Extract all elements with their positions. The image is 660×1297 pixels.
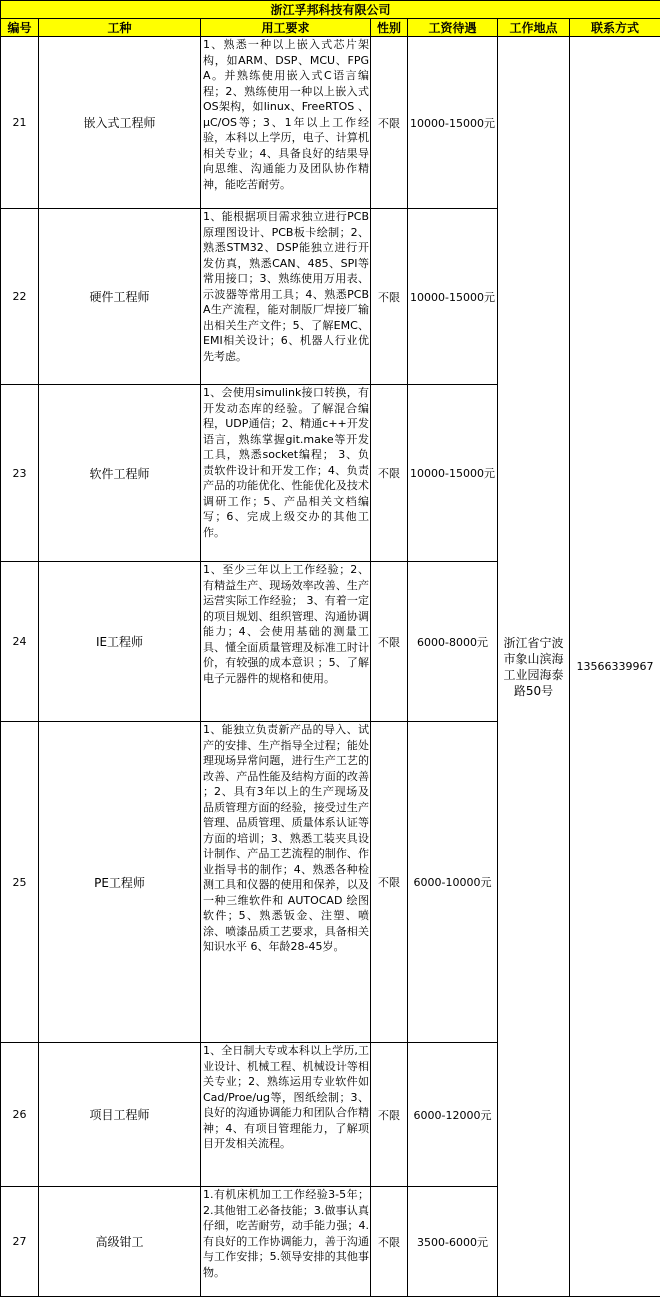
job-type: IE工程师: [39, 562, 201, 722]
job-requirements: 1、能根据项目需求独立进行PCB原理图设计、PCB板卡绘制；2、熟悉STM32、DSP能独立进行开发仿真，熟悉CAN、485、SPI等常用接口；3、熟练使用万用表、示波器等常用工具；4、熟悉PCBA生产流程，能对制版厂焊接厂输出相关生产文件；5、了解EMC、EMI相关设计；6、机器人行业优先考虑。: [201, 209, 371, 385]
header-salary: 工资待遇: [408, 19, 498, 37]
job-type: 嵌入式工程师: [39, 37, 201, 209]
row-id: 27: [1, 1187, 39, 1297]
salary: 3500-6000元: [408, 1187, 498, 1297]
gender: 不限: [371, 562, 408, 722]
header-contact: 联系方式: [570, 19, 660, 37]
gender: 不限: [371, 1187, 408, 1297]
job-requirements: 1、熟悉一种以上嵌入式芯片架构，如ARM、DSP、MCU、FPGA。并熟练使用嵌入式C语言编程；2、熟练使用一种以上嵌入式OS架构，如linux、FreeRTOS 、μC/OS等；3、1年以上工作经验，本科以上学历，电子、计算机相关专业；4、具备良好的结果导向思维、沟通能力及团队协作精神，能吃苦耐劳。: [201, 37, 371, 209]
row-id: 21: [1, 37, 39, 209]
gender: 不限: [371, 37, 408, 209]
header-row: [1, 19, 660, 37]
job-requirements: 1、至少三年以上工作经验；2、有精益生产、现场效率改善、生产运营实际工作经验； 3、有着一定的项目规划、组织管理、沟通协调能力；4、会使用基础的测量工具、懂全面质量管理及标准工时计价，有较强的成本意识 ；5、了解电子元器件的规格和使用。: [201, 562, 371, 722]
contact-phone: 13566339967: [570, 37, 660, 1297]
salary: 10000-15000元: [408, 37, 498, 209]
job-type: 高级钳工: [39, 1187, 201, 1297]
company-title: 浙江孚邦科技有限公司: [1, 1, 660, 19]
row-id: 22: [1, 209, 39, 385]
job-requirements: 1、能独立负责新产品的导入、试产的安排、生产指导全过程；能处理现场异常问题，进行生产工艺的改善、产品性能及结构方面的改善 ；2、具有3年以上的生产现场及品质管理方面的经验，接受过生产管理、品质管理、质量体系认证等方面的培训；3、熟悉工装夹具设计制作、产品工艺流程的制作、作业指导书的制作；4、熟悉各种检测工具和仪器的使用和保养，以及一种三维软件和 AUTOCAD 绘图软件；5、熟悉钣金、注塑、喷涂、喷漆品质工艺要求，具备相关知识水平 6、年龄28-45岁。: [201, 722, 371, 1043]
salary: 6000-8000元: [408, 562, 498, 722]
table-row: [1, 37, 660, 209]
job-type: 项目工程师: [39, 1043, 201, 1187]
job-requirements: 1、全日制大专或本科以上学历,工业设计、机械工程、机械设计等相关专业；2、熟练运用专业软件如Cad/Proe/ug等，图纸绘制；3、良好的沟通协调能力和团队合作精神；4、有项目管理能力，了解项目开发相关流程。: [201, 1043, 371, 1187]
gender: 不限: [371, 385, 408, 562]
gender: 不限: [371, 722, 408, 1043]
job-type: PE工程师: [39, 722, 201, 1043]
salary: 6000-12000元: [408, 1043, 498, 1187]
gender: 不限: [371, 1043, 408, 1187]
salary: 6000-10000元: [408, 722, 498, 1043]
row-id: 25: [1, 722, 39, 1043]
header-requirements: 用工要求: [201, 19, 371, 37]
header-id: 编号: [1, 19, 39, 37]
job-requirements: 1、会使用simulink接口转换，有开发动态库的经验。了解混合编程，UDP通信；2、精通c++开发语言，熟练掌握git.make等开发工具，熟悉socket编程； 3、负责软件设计和开发工作；4、负责产品的功能优化、性能优化及技术调研工作；5、产品相关文档编写；6、完成上级交办的其他工作。: [201, 385, 371, 562]
header-type: 工种: [39, 19, 201, 37]
gender: 不限: [371, 209, 408, 385]
row-id: 26: [1, 1043, 39, 1187]
salary: 10000-15000元: [408, 209, 498, 385]
title-row: [1, 1, 660, 19]
row-id: 23: [1, 385, 39, 562]
header-location: 工作地点: [498, 19, 570, 37]
header-gender: 性别: [371, 19, 408, 37]
row-id: 24: [1, 562, 39, 722]
work-location: 浙江省宁波市象山滨海工业园海泰路50号: [498, 37, 570, 1297]
job-requirements: 1.有机床机加工工作经验3-5年；2.其他钳工必备技能；3.做事认真仔细，吃苦耐劳，动手能力强；4.有良好的工作协调能力，善于沟通与工作安排；5.领导安排的其他事物。: [201, 1187, 371, 1297]
salary: 10000-15000元: [408, 385, 498, 562]
job-type: 硬件工程师: [39, 209, 201, 385]
job-type: 软件工程师: [39, 385, 201, 562]
